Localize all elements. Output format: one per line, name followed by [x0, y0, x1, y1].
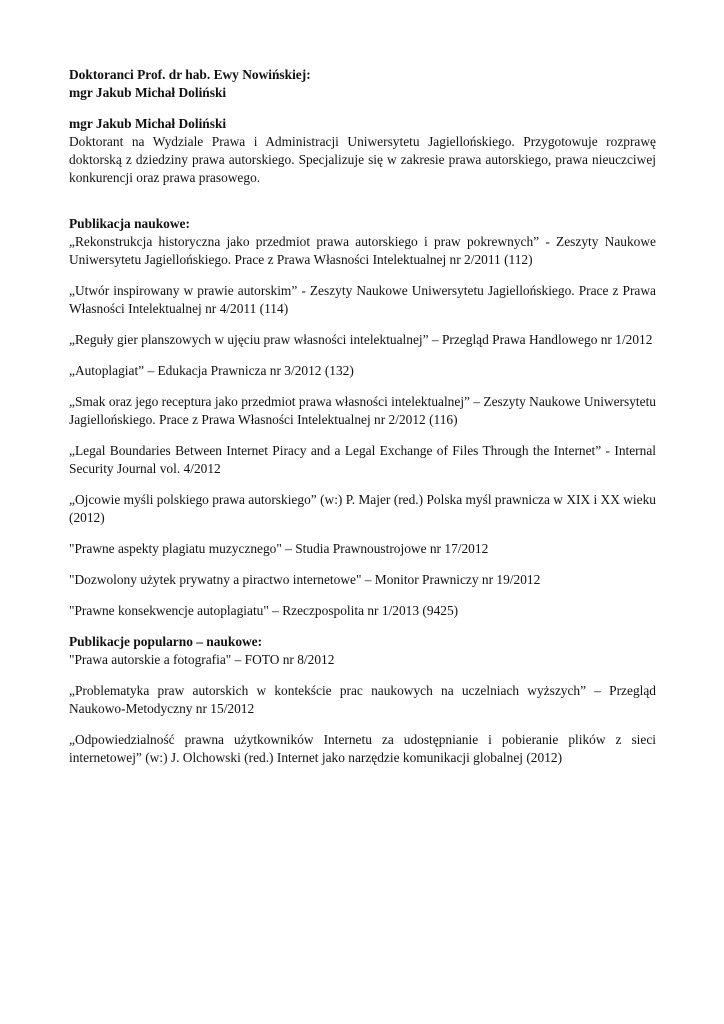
- publication-item: „Ojcowie myśli polskiego prawa autorskiego” (w:) P. Majer (red.) Polska myśl prawnicza w XIX i XX wieku (2012): [69, 492, 656, 525]
- publication-item: „Autoplagiat” – Edukacja Prawnicza nr 3/2012 (132): [69, 363, 354, 378]
- bio-name: mgr Jakub Michał Doliński: [69, 116, 227, 131]
- spacer: [69, 669, 656, 682]
- bio-text: Doktorant na Wydziale Prawa i Administracji Uniwersytetu Jagiellońskiego. Przygotowuje rozprawę doktorską z dziedziny prawa autorskiego. Specjalizuje się w zakresie prawa autorskiego, prawa nieuczciwej konkurencji oraz prawa prasowego.: [69, 134, 656, 185]
- spacer: [69, 102, 656, 115]
- scientific-heading: Publikacja naukowe:: [69, 216, 190, 231]
- publication-item: "Prawne konsekwencje autoplagiatu" – Rzeczpospolita nr 1/2013 (9425): [69, 603, 459, 618]
- publication-item: „Smak oraz jego receptura jako przedmiot prawa własności intelektualnej” – Zeszyty Naukowe Uniwersytetu Jagiellońskiego. Prace z Prawa Własności Intelektualnej nr 2/2012 (116): [69, 394, 656, 427]
- publication-item: „Reguły gier planszowych w ujęciu praw własności intelektualnej” – Przegląd Prawa Handlowego nr 1/2012: [69, 332, 653, 347]
- scientific-list: [69, 233, 656, 620]
- spacer: [69, 620, 656, 633]
- publication-item: "Prawne aspekty plagiatu muzycznego" – Studia Prawnoustrojowe nr 17/2012: [69, 541, 489, 556]
- publication-item: „Legal Boundaries Between Internet Piracy and a Legal Exchange of Files Through the Internet” - Internal Security Journal vol. 4/2012: [69, 443, 656, 476]
- document-page: [69, 66, 656, 767]
- popular-list: [69, 682, 656, 767]
- document-subtitle: mgr Jakub Michał Doliński: [69, 85, 227, 100]
- publication-item: "Dozwolony użytek prywatny a piractwo internetowe" – Monitor Prawniczy nr 19/2012: [69, 572, 541, 587]
- spacer: [69, 187, 656, 215]
- publication-item: „Rekonstrukcja historyczna jako przedmiot prawa autorskiego i praw pokrewnych” - Zeszyty Naukowe Uniwersytetu Jagiellońskiego. Prace z Prawa Własności Intelektualnej nr 2/2011 (112): [69, 234, 656, 267]
- publication-item: „Problematyka praw autorskich w kontekście prac naukowych na uczelniach wyższych” – Przegląd Naukowo-Metodyczny nr 15/2012: [69, 683, 656, 716]
- popular-first-item: "Prawa autorskie a fotografia" – FOTO nr 8/2012: [69, 652, 335, 667]
- publication-item: „Utwór inspirowany w prawie autorskim” - Zeszyty Naukowe Uniwersytetu Jagiellońskiego. Prace z Prawa Własności Intelektualnej nr 4/2011 (114): [69, 283, 656, 316]
- publication-item: „Odpowiedzialność prawna użytkowników Internetu za udostępnianie i pobieranie plików z sieci internetowej” (w:) J. Olchowski (red.) Internet jako narzędzie komunikacji globalnej (2012): [69, 732, 656, 765]
- popular-heading: Publikacje popularno – naukowe:: [69, 634, 263, 649]
- document-title: Doktoranci Prof. dr hab. Ewy Nowińskiej:: [69, 67, 311, 82]
